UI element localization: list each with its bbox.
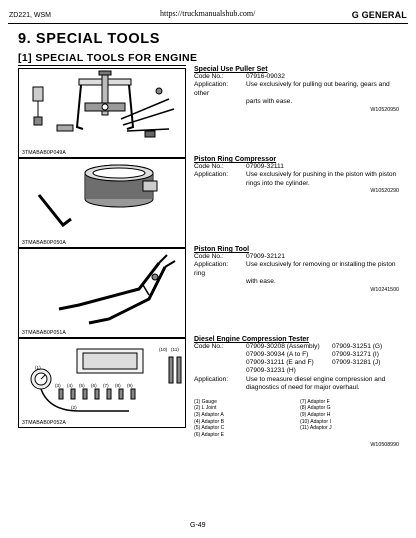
legend-item: (3) Adaptor A [194,412,224,418]
ring-compressor-application-row [194,171,399,179]
legend-item: (9) Adaptor H [300,412,331,418]
code-label: Code No.: [194,73,224,80]
legend-left [194,399,300,439]
tester-label-9: (9) [127,383,133,388]
puller-set-application-cont: parts with ease. [246,98,293,106]
header-rule [8,23,408,24]
tester-label-3: (3) [55,383,61,388]
puller-set-application-row [194,81,399,98]
code-label: Code No.: [194,343,224,350]
puller-set-info [194,66,399,113]
compression-tester-codes [194,343,382,375]
puller-set-drawing [19,69,185,149]
legend-item: (5) Adaptor C [194,425,225,432]
ring-compressor-info [194,156,399,194]
compression-tester-application-row [194,376,399,384]
compression-tester-caption: 3TMABAB0P052A [22,420,66,426]
tester-code: 07909-31281 (J) [332,359,381,366]
ring-compressor-application-cont: rings into the cylinder. [246,179,310,187]
legend-item: (1) Gauge [194,398,217,405]
ring-compressor-title: Piston Ring Compressor [194,156,277,163]
ring-tool-title: Piston Ring Tool [194,246,250,253]
application-label: Application: [194,261,229,269]
ring-tool-caption: 3TMABAB0P051A [22,330,66,336]
page-number: G-49 [190,522,206,529]
ring-compressor-caption: 3TMABAB0P050A [22,240,66,246]
tester-label-11: (11) [171,347,179,352]
ring-tool-application-cont: with ease. [246,278,276,286]
tester-code: 07909-31271 (I) [332,351,379,358]
code-label: Code No.: [194,253,224,260]
ring-tool-ref: W10241500 [370,286,399,293]
subsection-title: [1] SPECIAL TOOLS FOR ENGINE [18,52,198,64]
puller-set-title: Special Use Puller Set [194,66,268,73]
tester-label-5: (5) [79,383,85,388]
ring-tool-application: Use exclusively for removing or installing the piston ring [194,261,396,277]
tester-label-8: (8) [115,383,121,388]
legend-item: (4) Adaptor B [194,418,225,425]
ring-tool-code-row [194,253,399,261]
tester-code: 07909-30934 (A to F) [246,351,309,358]
ring-compressor-code-row [194,163,399,171]
legend-item: (10) Adaptor I [300,418,331,425]
compression-tester-title: Diesel Engine Compression Tester [194,336,310,343]
puller-set-ref: W10520950 [370,106,399,113]
header-model: ZD221, WSM [9,12,52,19]
application-label: Application: [194,171,229,179]
legend-item: (6) Adaptor E [194,431,225,438]
ring-compressor-drawing [19,159,185,239]
application-label: Application: [194,81,229,89]
tester-label-6: (6) [91,383,97,388]
legend-item: (8) Adaptor G [300,405,331,412]
subsection-rule [18,65,186,66]
compression-tester-ref: W10508990 [370,442,399,449]
compression-tester-info [194,336,399,448]
header-section: G GENERAL [351,10,407,20]
legend-item: (11) Adaptor J [300,425,332,432]
puller-set-caption: 3TMABAB0P049A [22,150,66,156]
code-label: Code No.: [194,163,224,170]
ring-tool-application-row [194,261,399,278]
puller-set-code-row [194,73,399,81]
puller-set-application: Use exclusively for pulling out bearing, gears and other [194,81,390,97]
compression-tester-application-cont: diagnostics of need for major overhaul. [246,384,360,392]
compression-tester-drawing [19,339,185,419]
tester-label-4: (4) [67,383,73,388]
compression-tester-application: Use to measure diesel engine compression and [246,376,386,383]
tester-label-7: (7) [103,383,109,388]
header-url[interactable]: https://truckmanualshub.com/ [160,9,256,18]
ring-compressor-image [18,158,186,248]
puller-set-code: 07916-09032 [246,73,285,80]
section-title: 9. SPECIAL TOOLS [18,31,161,47]
ring-compressor-ref: W10520290 [370,188,399,195]
tester-code: 07909-31231 (H) [246,367,296,374]
ring-tool-info [194,246,399,293]
ring-compressor-application: Use exclusively for pushing in the piston with piston [246,171,397,179]
compression-tester-legend [194,399,399,439]
tester-label-1: (1) [35,365,41,370]
tester-code: 07909-31251 (G) [332,343,383,350]
legend-item: (2) L Joint [194,405,217,412]
tester-code: 07909-30208 (Assembly) [246,343,320,350]
compression-tester-image [18,338,186,428]
application-label: Application: [194,376,229,383]
legend-right [300,399,332,439]
tester-label-2: (2) [71,405,77,410]
ring-tool-code: 07909-32121 [246,253,285,260]
tester-code: 07909-31211 (E and F) [246,359,314,366]
ring-tool-image [18,248,186,338]
puller-set-image [18,68,186,158]
legend-item: (7) Adaptor F [300,398,330,405]
ring-compressor-code: 07909-32111 [246,163,284,170]
ring-tool-drawing [19,249,185,329]
tester-label-10: (10) [159,347,168,352]
